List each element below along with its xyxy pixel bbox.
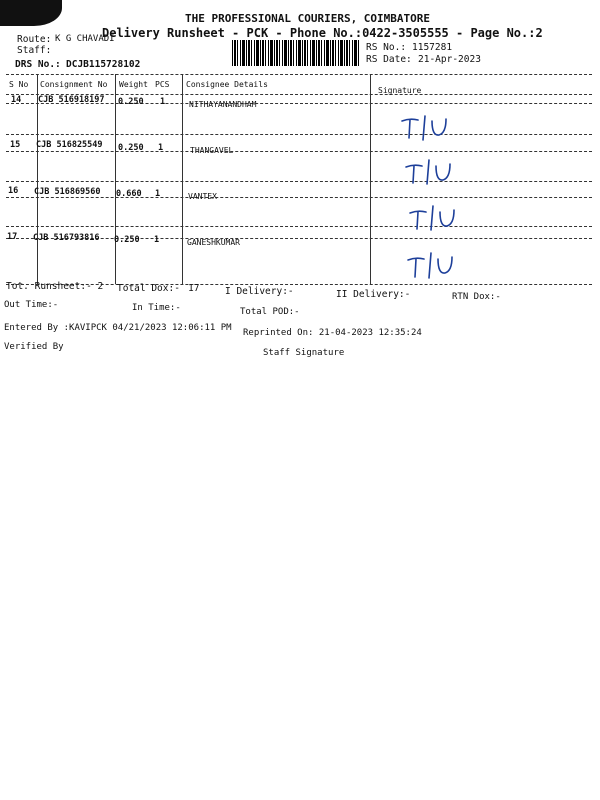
staff-signature: Staff Signature [263, 348, 345, 358]
total-pod: Total POD:- [240, 307, 300, 317]
route-label: Route: [17, 34, 52, 45]
row-weight: 0.250 [118, 97, 144, 107]
total-dox-label: Total Dox:- [117, 283, 180, 294]
handwritten-signature [402, 156, 462, 186]
row-separator [6, 134, 592, 135]
route-value: K G CHAVADI [55, 34, 115, 44]
column-divider [182, 74, 183, 284]
entered-by: Entered By :KAVIPCK 04/21/2023 12:06:11 PM [4, 323, 232, 333]
handwritten-signature [398, 112, 458, 142]
reprinted-on: Reprinted On: 21-04-2023 12:35:24 [243, 328, 422, 338]
row-consignment: CJB 516793816 [33, 233, 100, 243]
header-weight: Weight [119, 80, 148, 89]
handwritten-signature [404, 250, 464, 280]
total-dox-value: 17 [188, 283, 200, 294]
drs-value: DCJB115728102 [66, 59, 141, 70]
row-weight: 0.250 [114, 235, 140, 245]
header-signature: Signature [378, 86, 422, 95]
row-separator [6, 197, 592, 198]
i-delivery: I Delivery:- [225, 286, 294, 297]
rtn-dox: RTN Dox:- [452, 292, 501, 302]
runsheet-barcode [232, 40, 360, 66]
row-weight: 0.660 [116, 189, 142, 199]
row-weight: 0.250 [118, 143, 144, 153]
drs-label: DRS No.: [15, 59, 61, 70]
in-time: In Time:- [132, 303, 181, 313]
row-sno: 17 [7, 232, 18, 242]
row-separator [6, 181, 592, 182]
column-divider [115, 74, 116, 284]
row-consignee: NITHAYANANDHAM [189, 100, 257, 109]
staff-label: Staff: [17, 45, 52, 56]
row-consignee: GANESHKUMAR [187, 238, 240, 247]
row-separator [6, 151, 592, 152]
row-consignee: VANTEX [188, 192, 217, 201]
row-consignee: THANGAVEL [190, 146, 234, 155]
column-divider [370, 74, 371, 284]
row-separator [6, 226, 592, 227]
rs-no-value: 1157281 [412, 42, 453, 53]
column-divider [37, 74, 38, 284]
row-sno: 15 [10, 140, 21, 150]
company-name: THE PROFESSIONAL COURIERS, COIMBATORE [185, 12, 431, 25]
header-sno: S No [9, 80, 29, 89]
rs-date-value: 21-Apr-2023 [418, 54, 481, 65]
header-consignment: Consignment No [40, 80, 108, 89]
row-consignment: CJB 516825549 [36, 140, 103, 150]
handwritten-signature [406, 203, 466, 233]
scan-blot [0, 0, 62, 26]
row-sno: 14 [11, 95, 22, 105]
row-pcs: 1 [160, 97, 166, 107]
row-sno: 16 [8, 186, 19, 196]
row-pcs: 1 [158, 143, 164, 153]
row-pcs: 1 [155, 189, 161, 199]
rs-date-label: RS Date: [366, 54, 412, 65]
row-consignment: CJB 516869560 [34, 187, 101, 197]
ii-delivery: II Delivery:- [336, 289, 411, 300]
header-consignee: Consignee Details [186, 80, 268, 89]
rs-no-label: RS No.: [366, 42, 407, 53]
out-time: Out Time:- [4, 300, 59, 310]
verified-by: Verified By [4, 342, 64, 352]
table-top-line [6, 74, 592, 75]
row-consignment: CJB 516918197 [38, 95, 105, 105]
header-pcs: PCS [155, 80, 170, 89]
row-pcs: 1 [154, 235, 160, 245]
tot-runsheet: Tot. Runsheet:- 2 [6, 281, 104, 292]
runsheet-title: Delivery Runsheet - PCK - Phone No.:0422-3505555 - Page No.:2 [102, 26, 543, 40]
